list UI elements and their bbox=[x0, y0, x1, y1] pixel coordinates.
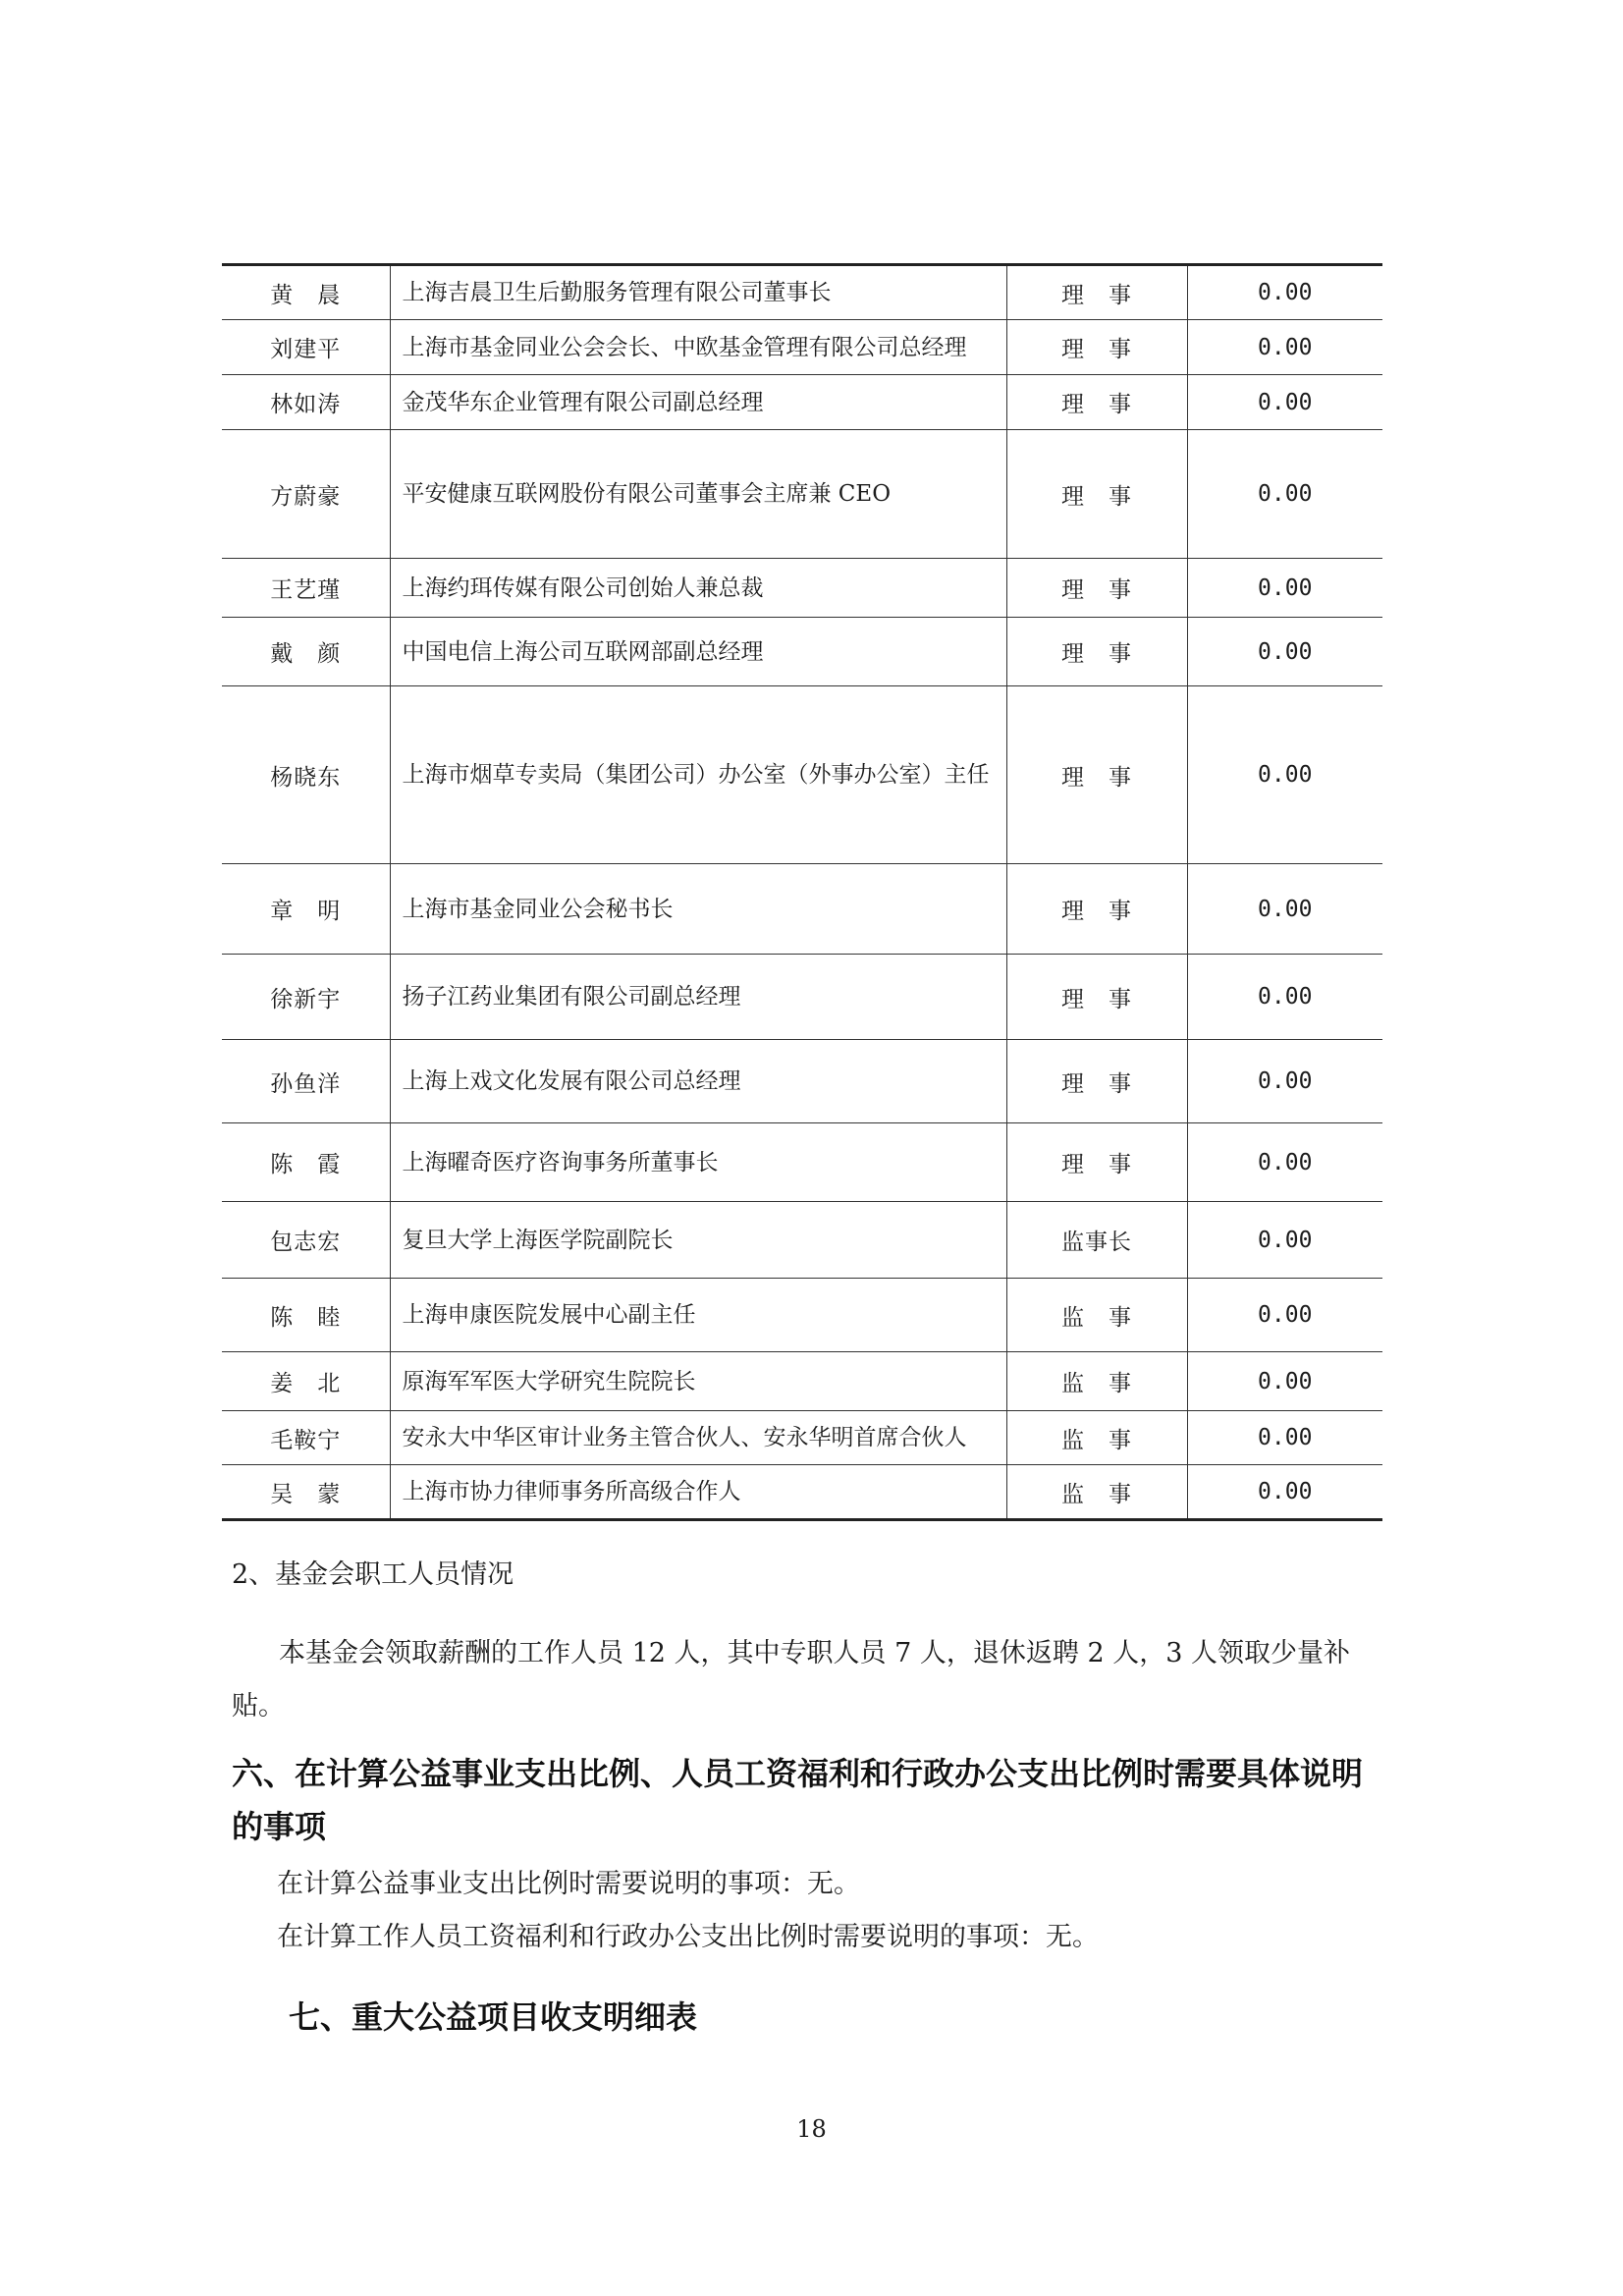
member-position-cell: 上海曜奇医疗咨询事务所董事长 bbox=[390, 1123, 1006, 1202]
member-role-cell: 理 事 bbox=[1006, 1040, 1187, 1123]
member-pay-cell: 0.00 bbox=[1187, 1411, 1382, 1465]
section-2-title: 2、基金会职工人员情况 bbox=[232, 1559, 514, 1590]
member-role-cell: 监 事 bbox=[1006, 1411, 1187, 1465]
member-position-cell: 金茂华东企业管理有限公司副总经理 bbox=[390, 375, 1006, 430]
member-position-cell: 上海市基金同业公会会长、中欧基金管理有限公司总经理 bbox=[390, 320, 1006, 375]
member-pay-cell: 0.00 bbox=[1187, 618, 1382, 686]
member-role-cell: 理 事 bbox=[1006, 955, 1187, 1040]
member-pay-cell: 0.00 bbox=[1187, 430, 1382, 559]
member-position-cell: 复旦大学上海医学院副院长 bbox=[390, 1202, 1006, 1279]
table-row bbox=[222, 618, 1382, 686]
member-name-cell: 包志宏 bbox=[222, 1202, 390, 1279]
member-name-cell: 吴 蒙 bbox=[222, 1465, 390, 1520]
table-row bbox=[222, 1279, 1382, 1352]
member-role-cell: 理 事 bbox=[1006, 864, 1187, 955]
member-role-cell: 理 事 bbox=[1006, 320, 1187, 375]
member-position-cell: 上海市基金同业公会秘书长 bbox=[390, 864, 1006, 955]
section-7-heading: 七、重大公益项目收支明细表 bbox=[289, 1998, 698, 2036]
table-row bbox=[222, 1123, 1382, 1202]
table-row bbox=[222, 686, 1382, 864]
member-name-cell: 杨晓东 bbox=[222, 686, 390, 864]
section-6-line-2: 在计算工作人员工资福利和行政办公支出比例时需要说明的事项：无。 bbox=[277, 1922, 1099, 1952]
table-row bbox=[222, 320, 1382, 375]
member-position-cell: 上海约珥传媒有限公司创始人兼总裁 bbox=[390, 559, 1006, 618]
board-members-table bbox=[222, 263, 1382, 1521]
member-name-cell: 陈 霞 bbox=[222, 1123, 390, 1202]
table-row bbox=[222, 1411, 1382, 1465]
table-row bbox=[222, 864, 1382, 955]
table-row bbox=[222, 375, 1382, 430]
member-pay-cell: 0.00 bbox=[1187, 686, 1382, 864]
member-role-cell: 理 事 bbox=[1006, 686, 1187, 864]
member-pay-cell: 0.00 bbox=[1187, 1202, 1382, 1279]
member-role-cell: 理 事 bbox=[1006, 375, 1187, 430]
member-role-cell: 监事长 bbox=[1006, 1202, 1187, 1279]
table-row bbox=[222, 265, 1382, 320]
member-position-cell: 中国电信上海公司互联网部副总经理 bbox=[390, 618, 1006, 686]
member-role-cell: 理 事 bbox=[1006, 618, 1187, 686]
table-row bbox=[222, 1040, 1382, 1123]
section-6-line-1: 在计算公益事业支出比例时需要说明的事项：无。 bbox=[277, 1869, 860, 1899]
member-position-cell: 上海吉晨卫生后勤服务管理有限公司董事长 bbox=[390, 265, 1006, 320]
member-role-cell: 理 事 bbox=[1006, 559, 1187, 618]
member-position-cell: 上海市烟草专卖局（集团公司）办公室（外事办公室）主任 bbox=[390, 686, 1006, 864]
member-role-cell: 理 事 bbox=[1006, 265, 1187, 320]
member-position-cell: 上海申康医院发展中心副主任 bbox=[390, 1279, 1006, 1352]
table-row bbox=[222, 1202, 1382, 1279]
table-row bbox=[222, 1352, 1382, 1411]
member-name-cell: 刘建平 bbox=[222, 320, 390, 375]
member-position-cell: 上海上戏文化发展有限公司总经理 bbox=[390, 1040, 1006, 1123]
member-pay-cell: 0.00 bbox=[1187, 1352, 1382, 1411]
member-pay-cell: 0.00 bbox=[1187, 1123, 1382, 1202]
member-name-cell: 毛鞍宁 bbox=[222, 1411, 390, 1465]
member-pay-cell: 0.00 bbox=[1187, 375, 1382, 430]
member-name-cell: 徐新宇 bbox=[222, 955, 390, 1040]
member-role-cell: 监 事 bbox=[1006, 1352, 1187, 1411]
member-pay-cell: 0.00 bbox=[1187, 320, 1382, 375]
section-2-body: 本基金会领取薪酬的工作人员 12 人，其中专职人员 7 人，退休返聘 2 人，3 人领取少量补贴。 bbox=[232, 1638, 1350, 1722]
member-pay-cell: 0.00 bbox=[1187, 559, 1382, 618]
member-name-cell: 姜 北 bbox=[222, 1352, 390, 1411]
table-row bbox=[222, 955, 1382, 1040]
page-number: 18 bbox=[796, 2115, 827, 2143]
member-role-cell: 监 事 bbox=[1006, 1465, 1187, 1520]
member-pay-cell: 0.00 bbox=[1187, 1279, 1382, 1352]
member-role-cell: 监 事 bbox=[1006, 1279, 1187, 1352]
member-name-cell: 章 明 bbox=[222, 864, 390, 955]
member-name-cell: 王艺瑾 bbox=[222, 559, 390, 618]
table-body bbox=[222, 265, 1382, 1520]
member-pay-cell: 0.00 bbox=[1187, 1465, 1382, 1520]
member-position-cell: 上海市协力律师事务所高级合作人 bbox=[390, 1465, 1006, 1520]
member-role-cell: 理 事 bbox=[1006, 430, 1187, 559]
member-name-cell: 戴 颜 bbox=[222, 618, 390, 686]
member-pay-cell: 0.00 bbox=[1187, 955, 1382, 1040]
table-row bbox=[222, 1465, 1382, 1520]
member-position-cell: 平安健康互联网股份有限公司董事会主席兼 CEO bbox=[390, 430, 1006, 559]
member-name-cell: 孙鱼洋 bbox=[222, 1040, 390, 1123]
member-name-cell: 陈 睦 bbox=[222, 1279, 390, 1352]
member-position-cell: 安永大中华区审计业务主管合伙人、安永华明首席合伙人 bbox=[390, 1411, 1006, 1465]
member-pay-cell: 0.00 bbox=[1187, 265, 1382, 320]
member-pay-cell: 0.00 bbox=[1187, 864, 1382, 955]
member-name-cell: 黄 晨 bbox=[222, 265, 390, 320]
table-row bbox=[222, 559, 1382, 618]
member-pay-cell: 0.00 bbox=[1187, 1040, 1382, 1123]
member-position-cell: 原海军军医大学研究生院院长 bbox=[390, 1352, 1006, 1411]
member-name-cell: 林如涛 bbox=[222, 375, 390, 430]
member-position-cell: 扬子江药业集团有限公司副总经理 bbox=[390, 955, 1006, 1040]
table-row bbox=[222, 430, 1382, 559]
member-name-cell: 方蔚豪 bbox=[222, 430, 390, 559]
section-6-heading: 六、在计算公益事业支出比例、人员工资福利和行政办公支出比例时需要具体说明的事项 bbox=[232, 1755, 1364, 1845]
member-role-cell: 理 事 bbox=[1006, 1123, 1187, 1202]
